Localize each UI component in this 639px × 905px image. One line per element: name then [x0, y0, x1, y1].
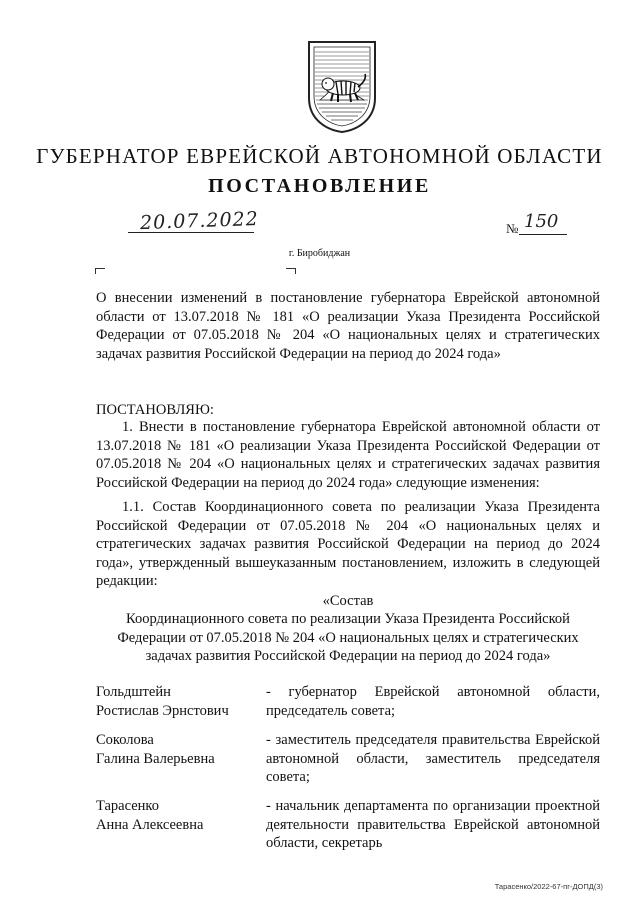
- number-underline: [519, 234, 567, 235]
- member-name: [96, 731, 266, 768]
- document-type: ПОСТАНОВЛЕНИЕ: [208, 175, 431, 197]
- member-role: - губернатор Еврейской автономной области, председатель совета;: [266, 684, 600, 719]
- paragraph-1-1: 1.1. Состав Координационного совета по реализации Указа Президента Российской Федерации от 07.05.2018 № 204 «О национальных целях и стратегических задачах развития Российской Федерации на период до 2024 года», утвержденный вышеуказанным постановлением, изложить в следующей редакции:: [96, 499, 600, 589]
- member-surname: Тарасенко: [96, 798, 159, 814]
- member-name: [96, 797, 266, 834]
- member-given-name: Галина Валерьевна: [96, 750, 215, 767]
- date-underline: [128, 232, 254, 233]
- coat-of-arms-tiger-icon: [305, 40, 379, 134]
- member-surname: Соколова: [96, 732, 154, 748]
- document-number: 150: [524, 211, 559, 232]
- member-role: - начальник департамента по организации проектной деятельности правительства Еврейской автономной области, секретарь: [266, 798, 600, 851]
- member-given-name: Анна Алексеевна: [96, 816, 204, 833]
- member-role: - заместитель председателя правительства Еврейской автономной области, заместитель председателя совета;: [266, 732, 600, 785]
- number-label: №: [506, 221, 519, 236]
- composition-quote-title: «Состав: [322, 593, 374, 609]
- member-surname: Гольдштейн: [96, 684, 171, 700]
- authority-title: ГУБЕРНАТОР ЕВРЕЙСКОЙ АВТОНОМНОЙ ОБЛАСТИ: [36, 144, 603, 168]
- composition-title: Координационного совета по реализации Указа Президента Российской Федерации от 07.05.2018 № 204 «О национальных целях и стратегических задачах развития Российской Федерации на период до 2024 года»: [117, 611, 579, 664]
- subject-corner-left: [95, 268, 105, 274]
- document-footer-code: Тарасенко/2022-67-пг-ДОПД(3): [494, 882, 603, 891]
- subject-corner-right: [286, 268, 296, 274]
- member-given-name: Ростислав Эрнстович: [96, 702, 229, 719]
- document-date: 20.07.2022: [139, 207, 260, 235]
- paragraph-1: 1. Внести в постановление губернатора Еврейской автономной области от 13.07.2018 № 181 «О реализации Указа Президента Российской Федерации от 07.05.2018 № 204 «О национальных целях и стратегических задачах развития Российской Федерации на период до 2024 года» следующие изменения:: [96, 419, 600, 491]
- document-subject: О внесении изменений в постановление губернатора Еврейской автономной области от 13.07.2018 № 181 «О реализации Указа Президента Российской Федерации от 07.05.2018 № 204 «О национальных целях и стратегических задачах развития Российской Федерации на период до 2024 года»: [96, 290, 600, 362]
- resolve-heading: ПОСТАНОВЛЯЮ:: [96, 402, 214, 418]
- city: г. Биробиджан: [288, 248, 351, 259]
- member-name: [96, 683, 266, 720]
